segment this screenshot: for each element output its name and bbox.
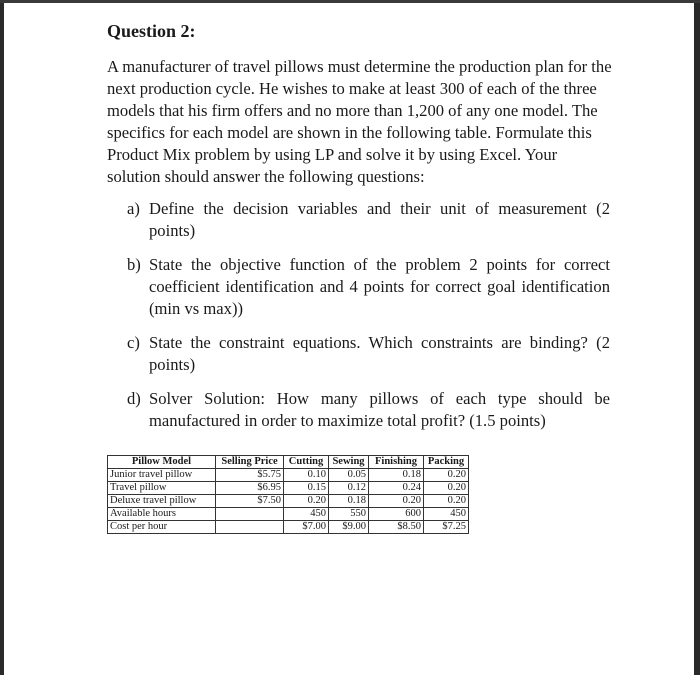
table-cell: $7.50 xyxy=(216,495,284,508)
table-cell: Available hours xyxy=(108,508,216,521)
table-header-row xyxy=(108,456,469,469)
question-heading: Question 2: xyxy=(107,21,196,41)
table-cell: 0.15 xyxy=(284,482,329,495)
table-cell: $6.95 xyxy=(216,482,284,495)
table-cell: 0.12 xyxy=(329,482,369,495)
sub-question-text: State the constraint equations. Which constraints are binding? (2 points) xyxy=(149,333,610,374)
sub-question-letter: a) xyxy=(127,199,140,218)
table-cell: 600 xyxy=(369,508,424,521)
table-row xyxy=(108,482,469,495)
table-cell: 0.18 xyxy=(369,469,424,482)
header-sewing: Sewing xyxy=(329,456,369,469)
sub-question-text: State the objective function of the problem 2 points for correct coefficient identification and 4 points for correct goal identification (min vs max)) xyxy=(149,255,610,318)
header-finishing: Finishing xyxy=(369,456,424,469)
table-cell: 0.05 xyxy=(329,469,369,482)
header-selling-price: Selling Price xyxy=(216,456,284,469)
right-edge-shadow xyxy=(694,0,700,675)
pillow-data-table xyxy=(107,455,469,534)
table-cell: $5.75 xyxy=(216,469,284,482)
sub-question-text: Define the decision variables and their unit of measurement (2 points) xyxy=(149,199,610,240)
table-cell: Junior travel pillow xyxy=(108,469,216,482)
table-cell: 0.18 xyxy=(329,495,369,508)
table-cell: 0.20 xyxy=(369,495,424,508)
table-cell: 0.20 xyxy=(424,469,469,482)
sub-question-list xyxy=(107,198,612,432)
table-cell: $8.50 xyxy=(369,521,424,534)
header-pillow-model: Pillow Model xyxy=(108,456,216,469)
question-intro: A manufacturer of travel pillows must determine the production plan for the next production cycle. He wishes to make at least 300 of each of the three models that his firm offers and no more than 1,200 of any one model. The specifics for each model are shown in the following table. Formulate this Product Mix problem by using LP and solve it by using Excel. Your solution should answer the following questions: xyxy=(107,57,612,186)
left-edge-shadow xyxy=(0,0,4,675)
table-row xyxy=(108,521,469,534)
table-cell xyxy=(216,521,284,534)
table-cell xyxy=(216,508,284,521)
sub-question-b xyxy=(107,254,612,320)
sub-question-letter: d) xyxy=(127,389,141,408)
sub-question-a xyxy=(107,198,612,242)
table-cell: 550 xyxy=(329,508,369,521)
table-row xyxy=(108,508,469,521)
header-packing: Packing xyxy=(424,456,469,469)
sub-question-c xyxy=(107,332,612,376)
question-content xyxy=(107,20,612,444)
sub-question-text: Solver Solution: How many pillows of each type should be manufactured in order to maximize total profit? (1.5 points) xyxy=(149,389,610,430)
table-cell: Deluxe travel pillow xyxy=(108,495,216,508)
table-cell: 450 xyxy=(424,508,469,521)
table-cell: 0.20 xyxy=(424,495,469,508)
sub-question-letter: b) xyxy=(127,255,141,274)
table-cell: 0.10 xyxy=(284,469,329,482)
table-cell: Travel pillow xyxy=(108,482,216,495)
table-cell: $7.00 xyxy=(284,521,329,534)
table-cell: 450 xyxy=(284,508,329,521)
sub-question-letter: c) xyxy=(127,333,140,352)
table-cell: $7.25 xyxy=(424,521,469,534)
top-edge-shadow xyxy=(0,0,700,3)
table-row xyxy=(108,469,469,482)
table-row xyxy=(108,495,469,508)
table-cell: 0.20 xyxy=(284,495,329,508)
table-cell: Cost per hour xyxy=(108,521,216,534)
sub-question-d xyxy=(107,388,612,432)
table-cell: $9.00 xyxy=(329,521,369,534)
data-table-wrapper xyxy=(107,455,469,534)
table-cell: 0.20 xyxy=(424,482,469,495)
header-cutting: Cutting xyxy=(284,456,329,469)
table-cell: 0.24 xyxy=(369,482,424,495)
